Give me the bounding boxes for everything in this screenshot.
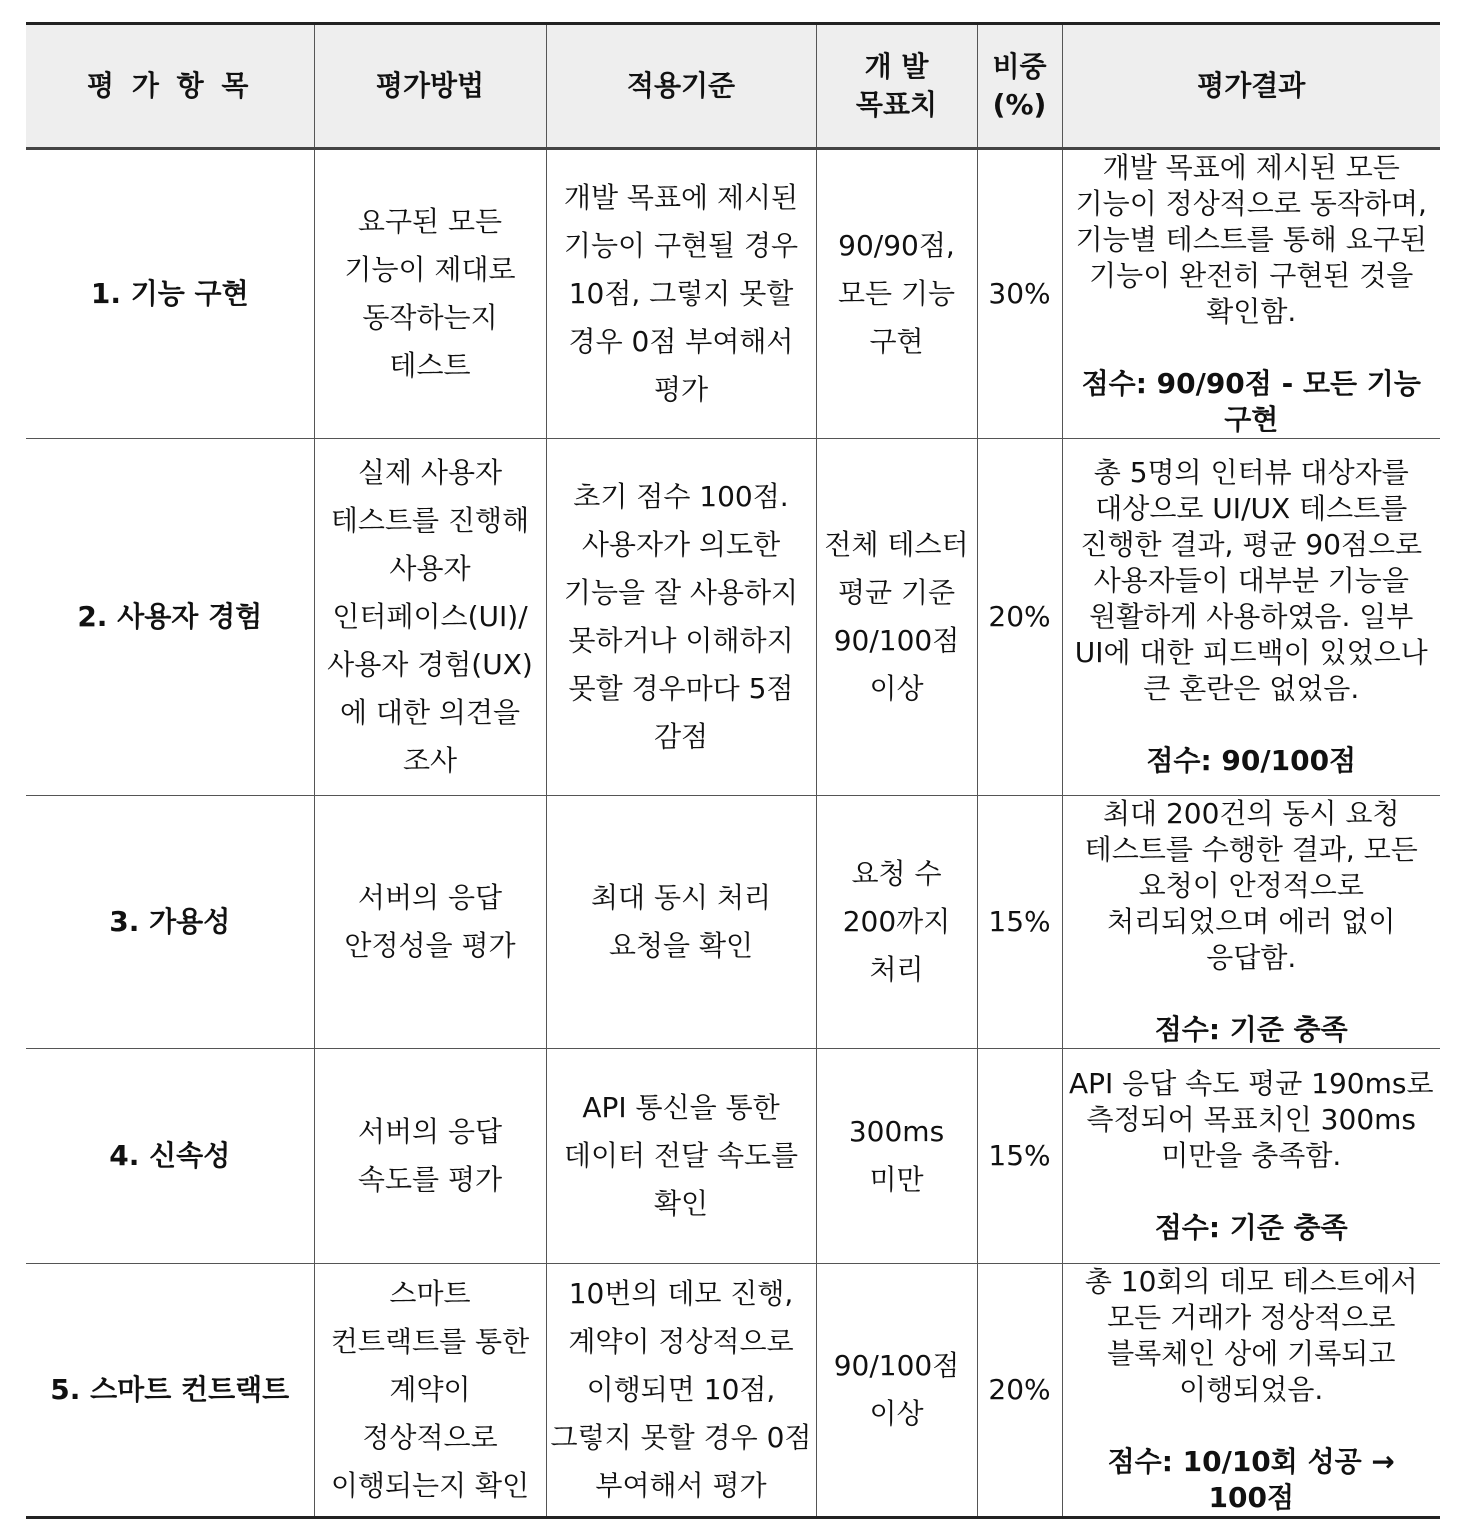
- row-result-text: 최대 200건의 동시 요청 테스트를 수행한 결과, 모든 요청이 안정적으로 처리되었으며 에러 없이 응답함.: [1084, 797, 1418, 974]
- header-result: 평가결과: [1062, 24, 1440, 149]
- row-criteria: 10번의 데모 진행, 계약이 정상적으로 이행되면 10점, 그렇지 못할 경우 0점 부여해서 평가: [546, 1264, 816, 1518]
- row-weight: 15%: [977, 796, 1062, 1049]
- row-criteria: 초기 점수 100점. 사용자가 의도한 기능을 잘 사용하지 못하거나 이해하지 못할 경우마다 5점 감점: [546, 439, 816, 796]
- row-result: [1062, 796, 1440, 1049]
- row-result-text: 개발 목표에 제시된 모든 기능이 정상적으로 동작하며, 기능별 테스트를 통해 요구된 기능이 완전히 구현된 것을 확인함.: [1075, 151, 1427, 328]
- header-item: 평 가 항 목: [26, 24, 314, 149]
- row-target: 요청 수 200까지 처리: [816, 796, 977, 1049]
- row-weight: 20%: [977, 439, 1062, 796]
- table-row: [26, 439, 1440, 796]
- row-result-text: 총 10회의 데모 테스트에서 모든 거래가 정상적으로 블록체인 상에 기록되고 이행되었음.: [1084, 1265, 1418, 1406]
- table-row: [26, 1049, 1440, 1264]
- row-result-text: 총 5명의 인터뷰 대상자를 대상으로 UI/UX 테스트를 진행한 결과, 평균 90점으로 사용자들이 대부분 기능을 원활하게 사용하였음. 일부 UI에 대한 피드백이 있었으나 큰 혼란은 없었음.: [1074, 456, 1428, 705]
- row-method: 서버의 응답 속도를 평가: [314, 1049, 546, 1264]
- header-target: 개 발 목표치: [816, 24, 977, 149]
- row-criteria: API 통신을 통한 데이터 전달 속도를 확인: [546, 1049, 816, 1264]
- row-result-score: 점수: 90/90점 - 모든 기능 구현: [1081, 367, 1421, 436]
- row-method: 서버의 응답 안정성을 평가: [314, 796, 546, 1049]
- row-result-text: API 응답 속도 평균 190ms로 측정되어 목표치인 300ms 미만을 충족함.: [1068, 1067, 1434, 1172]
- row-target: 전체 테스터 평균 기준 90/100점 이상: [816, 439, 977, 796]
- row-item: 5. 스마트 컨트랙트: [26, 1264, 314, 1518]
- row-result-score: 점수: 기준 충족: [1154, 1013, 1348, 1046]
- row-target: 90/100점 이상: [816, 1264, 977, 1518]
- row-result: [1062, 1264, 1440, 1518]
- table-row: [26, 1264, 1440, 1518]
- row-item: 1. 기능 구현: [26, 149, 314, 439]
- row-item: 4. 신속성: [26, 1049, 314, 1264]
- row-weight: 15%: [977, 1049, 1062, 1264]
- row-target: 90/90점, 모든 기능 구현: [816, 149, 977, 439]
- row-item: 3. 가용성: [26, 796, 314, 1049]
- row-result: [1062, 149, 1440, 439]
- row-target: 300ms 미만: [816, 1049, 977, 1264]
- header-weight: 비중 (%): [977, 24, 1062, 149]
- row-result: [1062, 1049, 1440, 1264]
- evaluation-table: [26, 22, 1440, 1519]
- row-result-score: 점수: 기준 충족: [1154, 1211, 1348, 1244]
- header-row: [26, 24, 1440, 149]
- row-result: [1062, 439, 1440, 796]
- row-criteria: 최대 동시 처리 요청을 확인: [546, 796, 816, 1049]
- row-criteria: 개발 목표에 제시된 기능이 구현될 경우 10점, 그렇지 못할 경우 0점 부여해서 평가: [546, 149, 816, 439]
- row-item: 2. 사용자 경험: [26, 439, 314, 796]
- row-weight: 20%: [977, 1264, 1062, 1518]
- header-method: 평가방법: [314, 24, 546, 149]
- row-method: 요구된 모든 기능이 제대로 동작하는지 테스트: [314, 149, 546, 439]
- row-result-score: 점수: 90/100점: [1146, 744, 1357, 777]
- row-weight: 30%: [977, 149, 1062, 439]
- table-row: [26, 149, 1440, 439]
- table-row: [26, 796, 1440, 1049]
- row-method: 실제 사용자 테스트를 진행해 사용자 인터페이스(UI)/ 사용자 경험(UX)에 대한 의견을 조사: [314, 439, 546, 796]
- row-method: 스마트 컨트랙트를 통한 계약이 정상적으로 이행되는지 확인: [314, 1264, 546, 1518]
- header-criteria: 적용기준: [546, 24, 816, 149]
- row-result-score: 점수: 10/10회 성공 → 100점: [1107, 1445, 1395, 1514]
